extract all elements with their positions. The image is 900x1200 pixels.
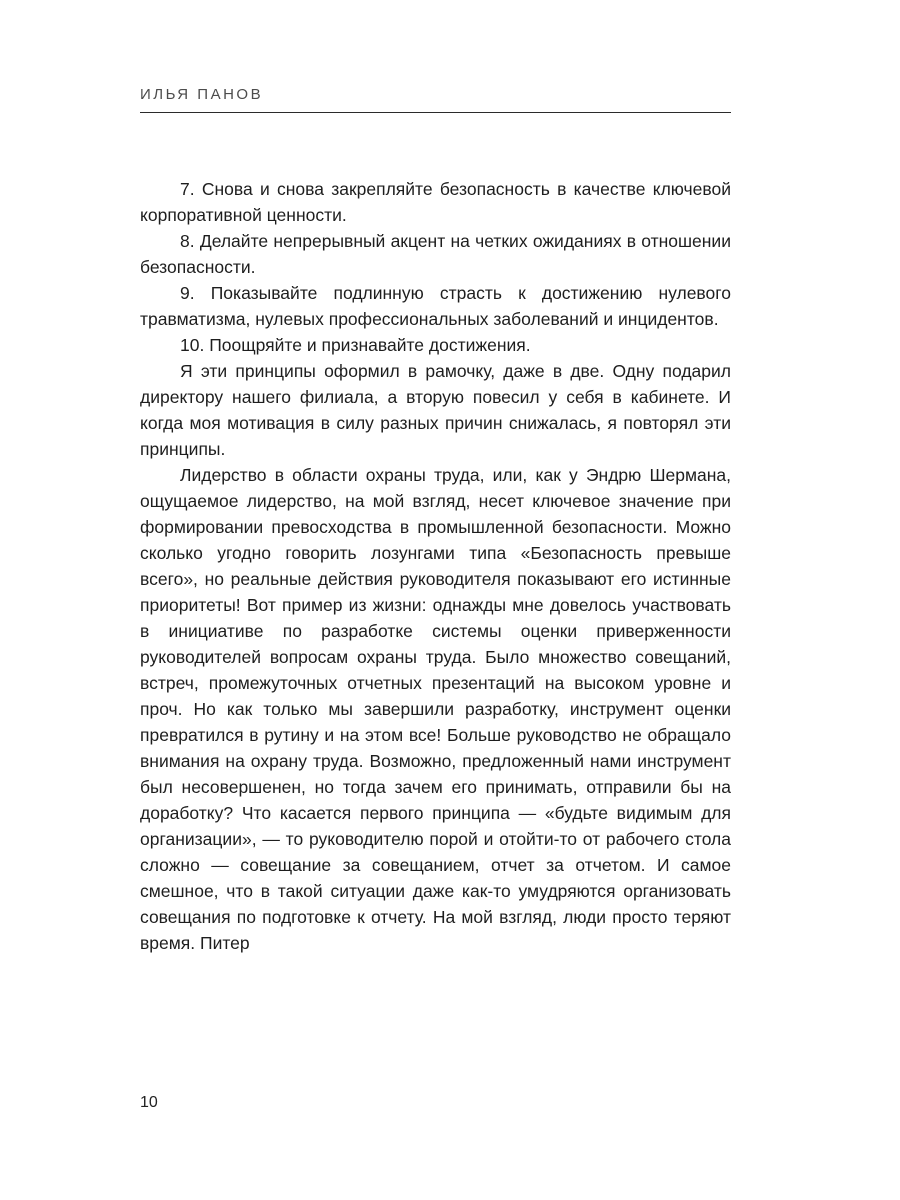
paragraph: 10. Поощряйте и признавайте достижения. — [180, 335, 531, 355]
header-divider — [140, 112, 731, 113]
body-text — [140, 176, 731, 956]
paragraph: 9. Показывайте подлинную страсть к достижению нулевого травматизма, нулевых профессиональных заболеваний и инцидентов. — [140, 283, 731, 329]
page-header — [140, 86, 731, 113]
paragraph: 7. Снова и снова закрепляйте безопасность в качестве ключевой корпоративной ценности. — [140, 179, 731, 225]
author-name: ИЛЬЯ ПАНОВ — [140, 86, 264, 103]
paragraph: Я эти принципы оформил в рамочку, даже в две. Одну подарил директору нашего филиала, а вторую повесил у себя в кабинете. И когда моя мотивация в силу разных причин снижалась, я повторял эти принципы. — [140, 361, 731, 459]
page-number: 10 — [140, 1094, 158, 1111]
paragraph: Лидерство в области охраны труда, или, как у Эндрю Шермана, ощущаемое лидерство, на мой взгляд, несет ключевое значение при формировании превосходства в промышленной безопасности. Можно сколько угодно говорить лозунгами типа «Безопасность превыше всего», но реальные действия руководителя показывают его истинные приоритеты! Вот пример из жизни: однажды мне довелось участвовать в инициативе по разработке системы оценки приверженности руководителей вопросам охраны труда. Было множество совещаний, встреч, промежуточных отчетных презентаций на высоком уровне и проч. Но как только мы завершили разработку, инструмент оценки превратился в рутину и на этом все! Больше руководство не обращало внимания на охрану труда. Возможно, предложенный нами инструмент был несовершенен, но тогда зачем его принимать, отправили бы на доработку? Что касается первого принципа — «будьте видимым для организации», — то руководителю порой и отойти-то от рабочего стола сложно — совещание за совещанием, отчет за отчетом. И самое смешное, что в такой ситуации даже как-то умудряются организовать совещания по подготовке к отчету. На мой взгляд, люди просто теряют время. Питер — [140, 465, 731, 953]
paragraph: 8. Делайте непрерывный акцент на четких ожиданиях в отношении безопасности. — [140, 231, 731, 277]
